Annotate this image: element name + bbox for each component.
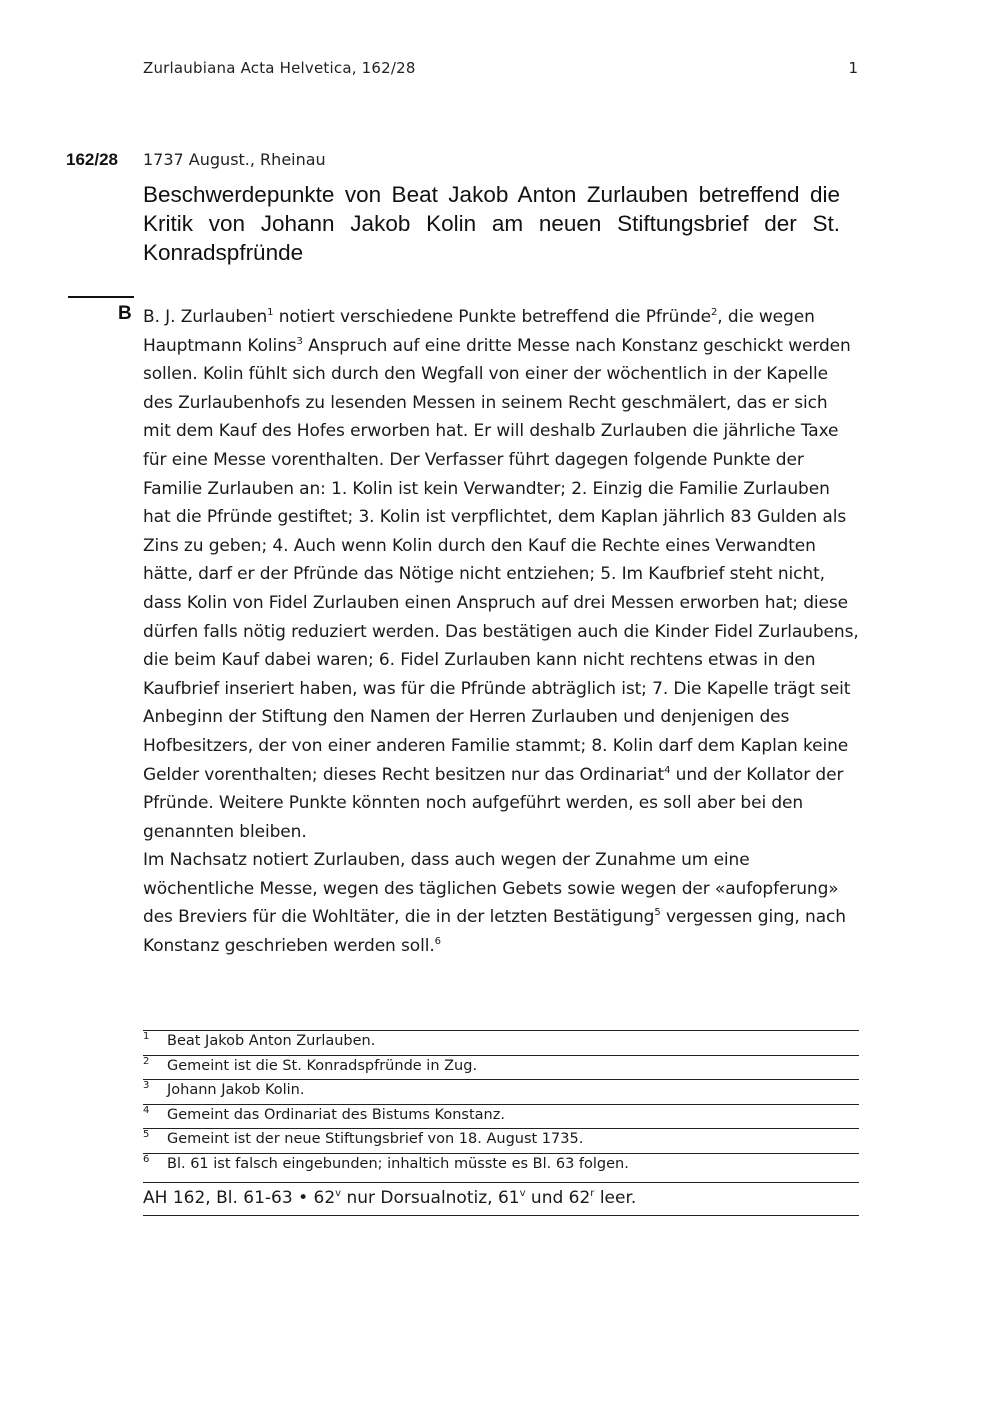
footnotes [143, 1030, 859, 1177]
footnote-ref: 5 [654, 907, 661, 919]
summary-paragraph-1 [143, 303, 859, 846]
folio-side: v [335, 1188, 342, 1199]
source-segment: AH 162, Bl. 61-63 • 62 [143, 1188, 336, 1208]
footnote-number: 5 [143, 1129, 150, 1140]
footnote-text: Gemeint ist die St. Konradspfründe in Zug. [167, 1057, 478, 1074]
summary-text [143, 303, 859, 961]
footnote-ref: 1 [267, 307, 274, 318]
source-segment: und 62 [525, 1188, 591, 1208]
footnote-ref: 2 [711, 307, 718, 318]
summary-segment: notiert verschiedene Punkte betreffend die Pfründe [273, 307, 712, 327]
footnote-number: 6 [143, 1153, 150, 1165]
footnote [143, 1104, 859, 1129]
page-number: 1 [848, 59, 858, 77]
folio-side: v [519, 1188, 526, 1199]
section-rule [68, 296, 134, 298]
summary-paragraph-2 [143, 846, 859, 960]
footnote-text: Gemeint das Ordinariat des Bistums Konstanz. [167, 1106, 505, 1123]
section-letter: B [118, 303, 132, 324]
footnote-ref: 6 [434, 936, 441, 948]
source-segment: nur Dorsualnotiz, 61 [341, 1188, 520, 1208]
summary-segment: Anspruch auf eine dritte Messe nach Konstanz geschickt werden sollen. Kolin fühlt sich durch den Wegfall von einer der wöchentlich in der Kapelle des Zurlaubenhofs zu lesenden Messen in seinem Recht geschmälert, das er sich mit dem Kauf des Hofes erworben hat. Er will deshalb Zurlauben die jährliche Taxe für eine Messe vorenthalten. Der Verfasser führt dagegen folgende Punkte der Familie Zurlauben an: 1. Kolin ist kein Verwandter; 2. Einzig die Familie Zurlauben hat die Pfründe gestiftet; 3. Kolin ist verpflichtet, dem Kaplan jährlich 83 Gulden als Zins zu geben; 4. Auch wenn Kolin durch den Kauf die Rechte eines Verwandten hätte, darf er der Pfründe das Nötige nicht entziehen; 5. Im Kaufbrief steht nicht, dass Kolin von Fidel Zurlauben einen Anspruch auf drei Messen erworben hat; diese dürfen falls nötig reduziert werden. Das bestätigen auch die Kinder Fidel Zurlaubens, die beim Kauf dabei waren; 6. Fidel Zurlauben kann nicht rechtens etwas in den Kaufbrief inseriert haben, was für die Pfründe abträglich ist; 7. Die Kapelle trägt seit Anbeginn der Stiftung den Namen der Herren Zurlauben und denjenigen des Hofbesitzers, der von einer anderen Familie stammt; 8. Kolin darf dem Kaplan keine Gelder vorenthalten; dieses Recht besitzen nur das Ordinariat [143, 335, 859, 785]
footnote-number: 3 [143, 1080, 150, 1091]
footnote [143, 1055, 859, 1080]
summary-segment: B. J. Zurlauben [143, 307, 268, 327]
footnote-number: 4 [143, 1104, 150, 1116]
document-title: Beschwerdepunkte von Beat Jakob Anton Zurlauben betreffend die Kritik von Johann Jakob Kolin am neuen Stiftungsbrief der St. Konradspfründe [143, 182, 840, 265]
footnote [143, 1153, 859, 1178]
source-segment: leer. [594, 1188, 637, 1208]
document-number: 162/28 [66, 150, 118, 169]
footnote-text: Johann Jakob Kolin. [167, 1082, 305, 1098]
source-reference [143, 1182, 859, 1216]
footnote [143, 1079, 859, 1104]
folio-side: r [590, 1188, 595, 1199]
footnote-number: 2 [143, 1055, 150, 1067]
summary-segment: vergessen ging, nach Konstanz geschrieben werden soll. [143, 907, 846, 957]
footnote-text: Bl. 61 ist falsch eingebunden; inhaltich müsste es Bl. 63 folgen. [167, 1155, 629, 1172]
footnote [143, 1030, 859, 1055]
footnote-ref: 3 [296, 335, 303, 347]
summary-segment: , die wegen Hauptmann Kolins [143, 307, 815, 356]
footnote-number: 1 [143, 1031, 150, 1042]
summary-segment: Im Nachsatz notiert Zurlauben, dass auch wegen der Zunahme um eine wöchentliche Messe, wegen des täglichen Gebets sowie wegen der «aufopferung» des Breviers für die Wohltäter, die in der letzten Bestätigung [143, 850, 839, 928]
document-date-place: 1737 August., Rheinau [143, 150, 326, 169]
running-header-collection: Zurlaubiana Acta Helvetica, 162/28 [143, 59, 416, 77]
footnote-ref: 4 [664, 764, 671, 776]
summary-segment: und der Kollator der Pfründe. Weitere Punkte könnten noch aufgeführt werden, es soll aber bei den genannten bleiben. [143, 764, 844, 842]
footnote [143, 1128, 859, 1153]
footnote-text: Beat Jakob Anton Zurlauben. [167, 1033, 376, 1049]
footnote-text: Gemeint ist der neue Stiftungsbrief von 18. August 1735. [167, 1131, 584, 1147]
